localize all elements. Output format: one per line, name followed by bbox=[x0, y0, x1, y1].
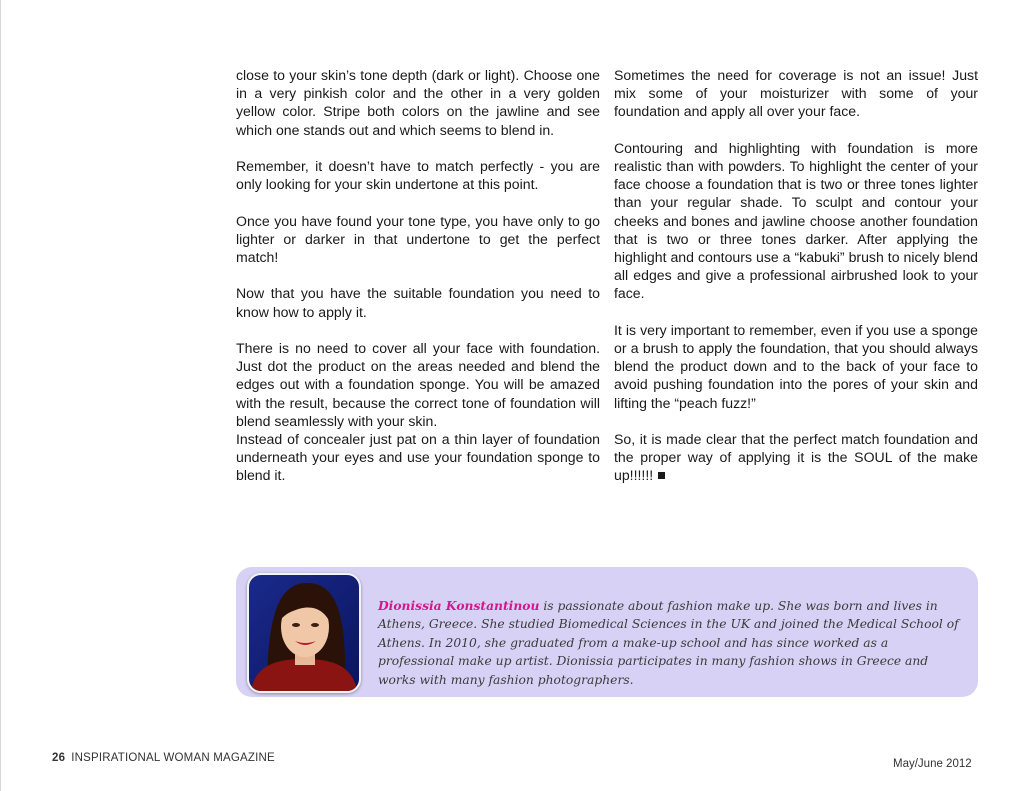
end-of-article-mark bbox=[658, 472, 665, 479]
issue-date: May/June 2012 bbox=[893, 758, 972, 770]
article-paragraph: Once you have found your tone type, you have only to go lighter or darker in that undertone to get the perfect match! bbox=[236, 212, 600, 265]
article-paragraph: Contouring and highlighting with foundation is more realistic than with powders. To highlight the center of your face choose a foundation that is two or three tones lighter than your regular shade. To sculpt and contour your cheeks and bones and jawline choose another foundation that is two or three tones darker. After applying the highlight and contours use a “kabuki” brush to nicely blend all edges and give a professional airbrushed look to your face. bbox=[614, 139, 978, 302]
article-paragraph: Sometimes the need for coverage is not an issue! Just mix some of your moisturizer with some of your foundation and apply all over your face. bbox=[614, 67, 978, 120]
page-edge-rule bbox=[0, 0, 1, 791]
author-bio-text bbox=[378, 597, 968, 689]
magazine-name: INSPIRATIONAL WOMAN MAGAZINE bbox=[71, 752, 275, 764]
author-portrait bbox=[247, 573, 361, 693]
article-paragraph: Remember, it doesn’t have to match perfectly - you are only looking for your skin undertone at this point. bbox=[236, 158, 600, 193]
article-column-left bbox=[236, 66, 600, 503]
footer-left bbox=[52, 752, 275, 764]
author-name: Dionissia Konstantinou bbox=[378, 598, 540, 613]
author-description: is passionate about fashion make up. She was born and lives in Athens, Greece. She studied Biomedical Sciences in the UK and joined the Medical School of Athens. In 2010, she graduated from a make-up school and has since worked as a professional make up artist. Dionissia participates in many fashion shows in Greece and works with many fashion photographers. bbox=[378, 599, 959, 687]
final-paragraph-text: So, it is made clear that the perfect match foundation and the proper way of applying it is the SOUL of the make up!!!!!! bbox=[614, 431, 978, 484]
article-paragraph: There is no need to cover all your face with foundation. Just dot the product on the areas needed and blend the edges out with a foundation sponge. You will be amazed with the result, because the correct tone of foundation will blend seamlessly with your skin. bbox=[236, 339, 600, 429]
article-paragraph: Instead of concealer just pat on a thin layer of foundation underneath your eyes and use your foundation sponge to blend it. bbox=[236, 431, 600, 484]
article-paragraph: It is very important to remember, even if you use a sponge or a brush to apply the foundation, that you should always blend the product down and to the back of your face to avoid pushing foundation into the pores of your skin and lifting the “peach fuzz!” bbox=[614, 321, 978, 411]
article-paragraph-final bbox=[614, 430, 978, 485]
article-paragraph: Now that you have the suitable foundation you need to know how to apply it. bbox=[236, 285, 600, 320]
author-bio-box bbox=[236, 567, 978, 697]
article-paragraph: close to your skin’s tone depth (dark or light). Choose one in a very pinkish color and the other in a very golden yellow color. Stripe both colors on the jawline and see which one stands out and which seems to blend in. bbox=[236, 67, 600, 138]
page-number: 26 bbox=[52, 752, 66, 764]
article-column-right bbox=[614, 66, 978, 503]
